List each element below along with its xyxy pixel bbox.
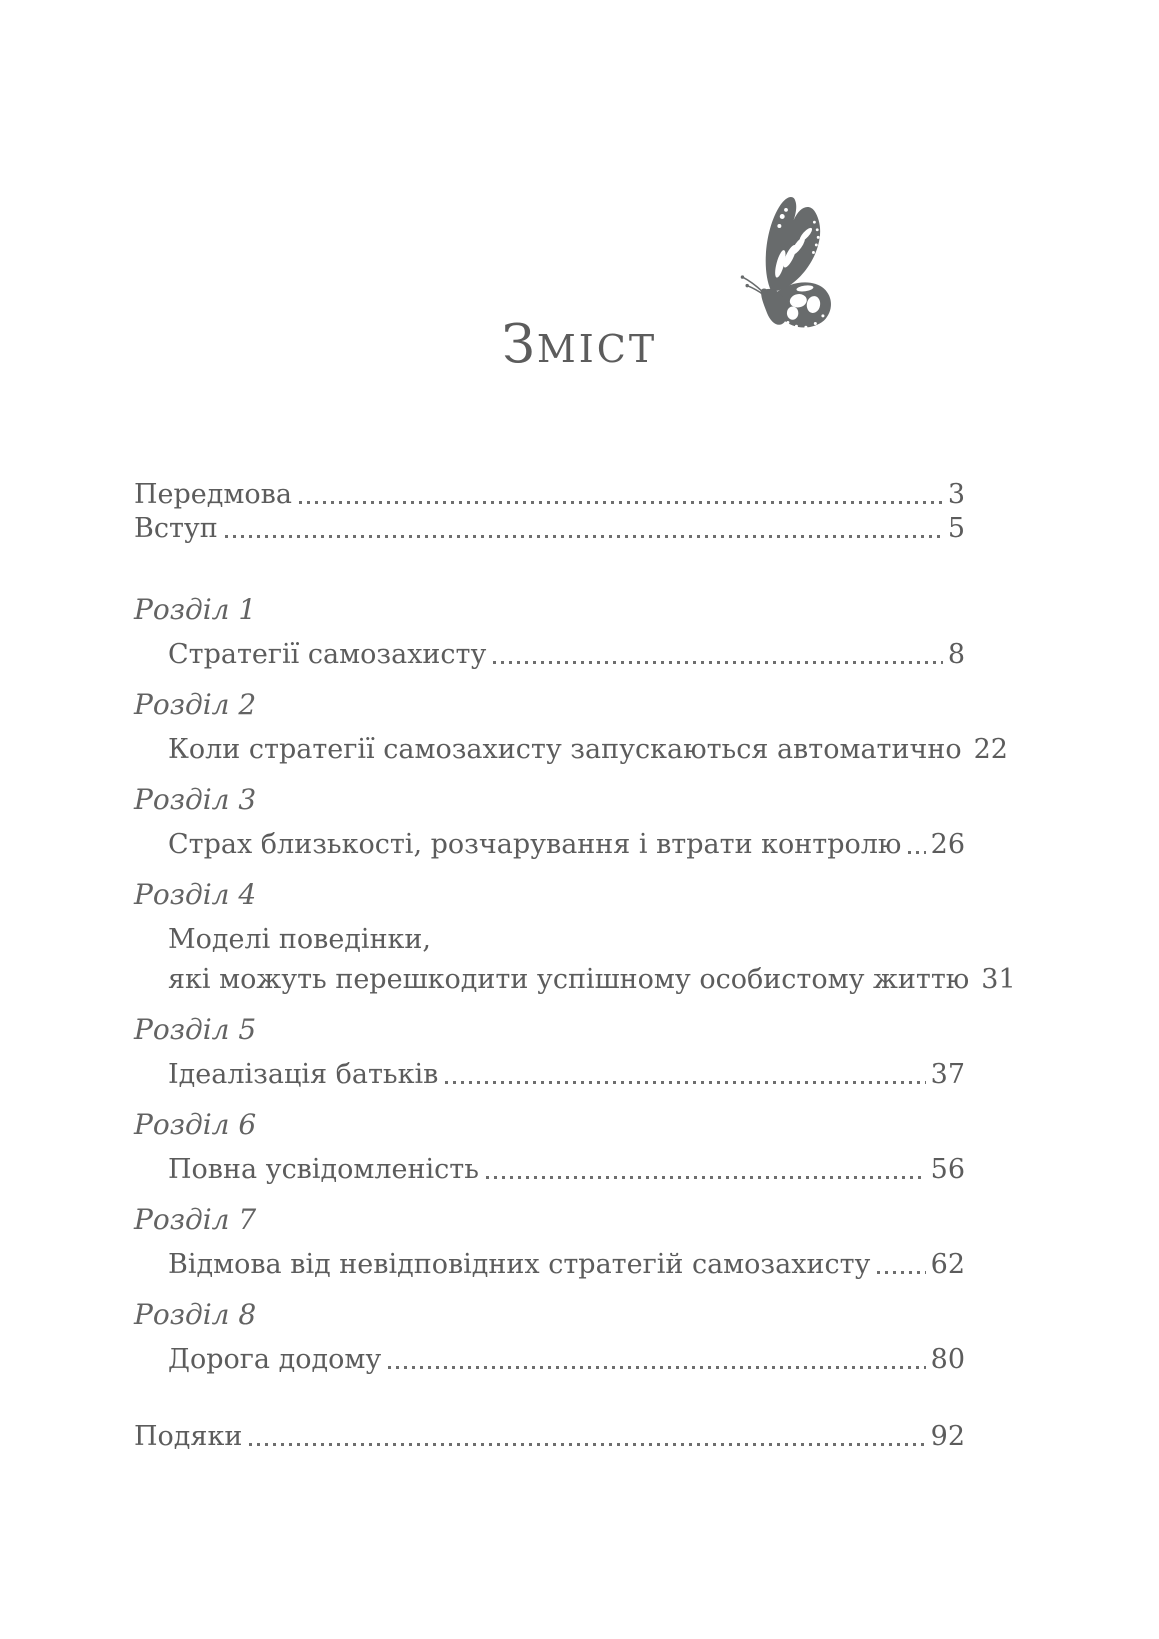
- chapter-heading: Розділ 5: [134, 1013, 257, 1046]
- toc-entry: [168, 733, 1008, 767]
- toc-entry-label: Подяки: [134, 1421, 243, 1452]
- toc-entry-page-number: 8: [947, 639, 965, 670]
- toc-entry-label: Відмова від невідповідних стратегій самозахисту: [168, 1249, 871, 1280]
- toc-chapter: [134, 688, 1008, 767]
- chapter-heading: Розділ 3: [134, 783, 257, 816]
- toc-entry: [168, 963, 1016, 997]
- toc-entry: [134, 478, 965, 512]
- dotted-leader: [445, 1081, 925, 1084]
- toc-entry-page-number: 56: [930, 1154, 965, 1185]
- dotted-leader: [877, 1271, 925, 1274]
- chapter-heading: Розділ 8: [134, 1298, 257, 1331]
- chapter-title-lines: [134, 1058, 965, 1092]
- toc-entry: [168, 1058, 965, 1092]
- chapter-heading: Розділ 4: [134, 878, 257, 911]
- chapter-title-lines: [134, 638, 965, 672]
- dotted-leader: [908, 851, 925, 854]
- toc-entry: [134, 512, 965, 546]
- toc-entry-page-number: 62: [930, 1249, 965, 1280]
- toc-entry-page-number: 22: [973, 734, 1008, 765]
- toc-chapter: [134, 1298, 965, 1377]
- toc-entry-label: Моделі поведінки,: [168, 924, 432, 955]
- toc-entry-label: Вступ: [134, 513, 218, 544]
- toc-entry-label: Ідеалізація батьків: [168, 1059, 439, 1090]
- toc-entry-page-number: 31: [981, 964, 1016, 995]
- chapter-heading: Розділ 6: [134, 1108, 257, 1141]
- toc-entry-page-number: 37: [930, 1059, 965, 1090]
- dotted-leader: [486, 1176, 926, 1179]
- chapter-title-lines: [134, 1153, 965, 1187]
- toc-entry: [168, 828, 965, 862]
- dotted-leader: [225, 535, 943, 538]
- page-title-rest: МІСТ: [536, 327, 658, 371]
- chapter-heading: Розділ 7: [134, 1203, 257, 1236]
- toc-entry-label: Стратегії самозахисту: [168, 639, 487, 670]
- dotted-leader: [493, 661, 942, 664]
- toc-entry-page-number: 3: [947, 479, 965, 510]
- chapter-title-lines: [134, 828, 965, 862]
- dotted-leader: [249, 1443, 925, 1446]
- toc-chapters-section: [134, 593, 1016, 1377]
- chapter-heading: Розділ 1: [134, 593, 257, 626]
- toc-chapter: [134, 593, 965, 672]
- toc-list: [134, 478, 1016, 1454]
- toc-entry-label: Коли стратегії самозахисту запускаються автоматично: [168, 734, 962, 765]
- toc-entry: [168, 1248, 965, 1282]
- toc-back-section: [134, 1420, 965, 1454]
- toc-entry: [134, 1420, 965, 1454]
- toc-entry: [168, 638, 965, 672]
- chapter-title-lines: [134, 1248, 965, 1282]
- toc-entry-label: Передмова: [134, 479, 292, 510]
- toc-entry: [168, 1153, 965, 1187]
- toc-entry-page-number: 26: [930, 829, 965, 860]
- toc-entry-label: Страх близькості, розчарування і втрати контролю: [168, 829, 902, 860]
- toc-entry-page-number: 5: [947, 513, 965, 544]
- toc-chapter: [134, 878, 1016, 997]
- toc-entry: [168, 923, 965, 957]
- toc-chapter: [134, 783, 965, 862]
- toc-entry-page-number: 80: [930, 1344, 965, 1375]
- dotted-leader: [388, 1366, 925, 1369]
- chapter-heading: Розділ 2: [134, 688, 257, 721]
- toc-entry-label: які можуть перешкодити успішному особистому життю: [168, 964, 970, 995]
- page-title-initial: З: [501, 314, 537, 375]
- chapter-title-lines: [134, 923, 1016, 997]
- chapter-title-lines: [134, 733, 1008, 767]
- toc-entry-label: Дорога додому: [168, 1344, 382, 1375]
- toc-chapter: [134, 1108, 965, 1187]
- chapter-title-lines: [134, 1343, 965, 1377]
- toc-chapter: [134, 1013, 965, 1092]
- toc-chapter: [134, 1203, 965, 1282]
- butterfly-icon: [738, 190, 834, 332]
- page-title: [0, 314, 1159, 375]
- dotted-leader: [299, 501, 943, 504]
- toc-front-section: [134, 478, 965, 546]
- toc-entry: [168, 1343, 965, 1377]
- toc-entry-page-number: 92: [930, 1421, 965, 1452]
- toc-entry-label: Повна усвідомленість: [168, 1154, 479, 1185]
